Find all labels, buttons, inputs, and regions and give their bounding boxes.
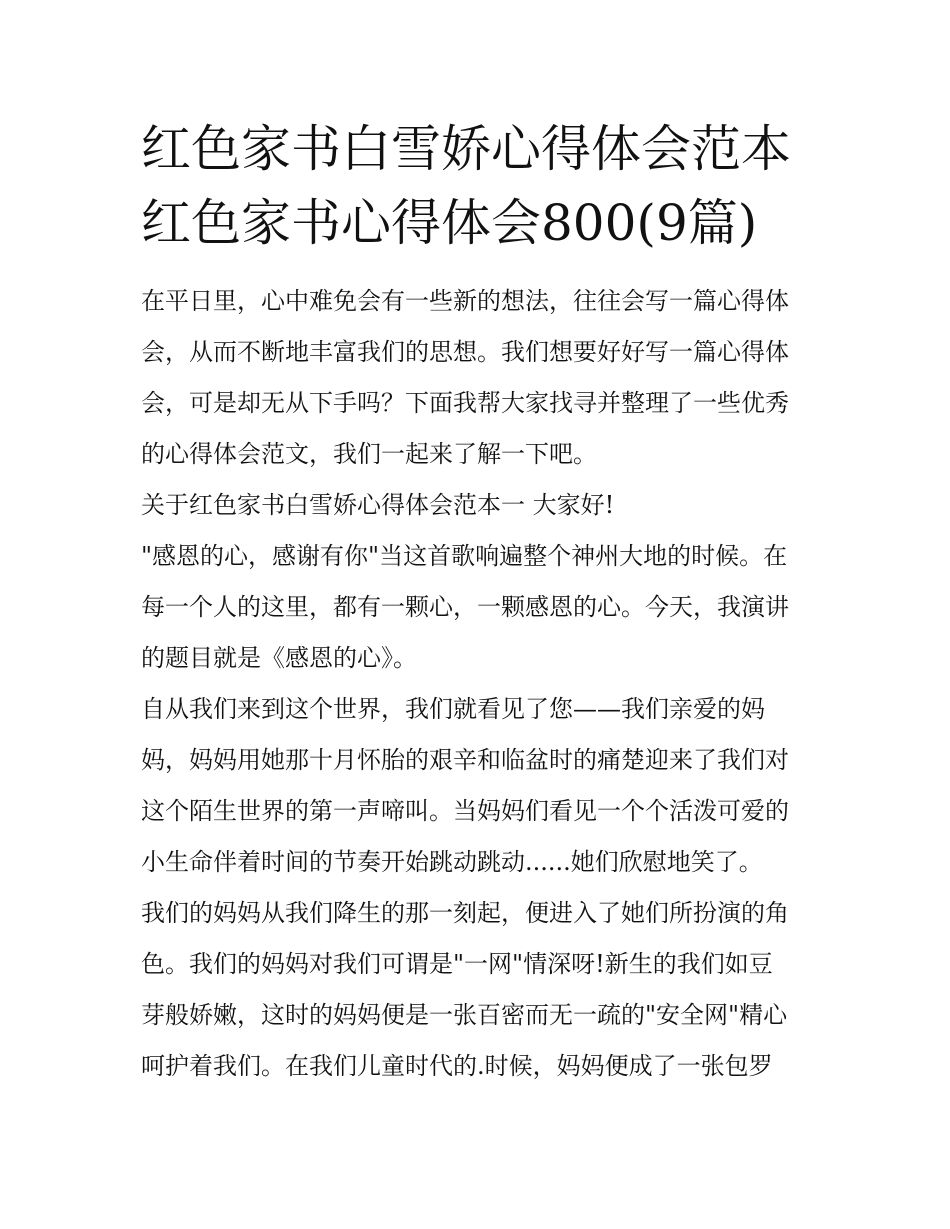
body-line: 的心得体会范文，我们一起来了解一下吧。 <box>141 440 597 468</box>
document-body <box>141 276 821 1092</box>
body-line: 色。我们的妈妈对我们可谓是"一网"情深呀!新生的我们如豆 <box>141 950 773 978</box>
title-line-2: 红色家书心得体会800(9篇) <box>141 194 758 252</box>
body-line: 小生命伴着时间的节奏开始跳动跳动......她们欣慰地笑了。 <box>141 848 763 876</box>
body-line: 我们的妈妈从我们降生的那一刻起，便进入了她们所扮演的角 <box>141 899 789 927</box>
body-line: 每一个人的这里，都有一颗心，一颗感恩的心。今天，我演讲 <box>141 593 789 621</box>
body-line: 呵护着我们。在我们儿童时代的.时候，妈妈便成了一张包罗 <box>141 1052 773 1080</box>
body-line: "感恩的心，感谢有你"当这首歌响遍整个神州大地的时候。在 <box>141 542 788 570</box>
body-line: 妈，妈妈用她那十月怀胎的艰辛和临盆时的痛楚迎来了我们对 <box>141 746 789 774</box>
document-title <box>141 112 821 260</box>
title-line-1: 红色家书白雪娇心得体会范本 <box>141 120 791 178</box>
body-line: 的题目就是《感恩的心》。 <box>141 644 417 672</box>
body-line: 这个陌生世界的第一声啼叫。当妈妈们看见一个个活泼可爱的 <box>141 797 789 825</box>
body-line: 自从我们来到这个世界，我们就看见了您——我们亲爱的妈 <box>141 695 765 723</box>
body-line: 会，从而不断地丰富我们的思想。我们想要好好写一篇心得体 <box>141 338 789 366</box>
body-line: 芽般娇嫩，这时的妈妈便是一张百密而无一疏的"安全网"精心 <box>141 1001 788 1029</box>
body-line: 会，可是却无从下手吗？下面我帮大家找寻并整理了一些优秀 <box>141 389 789 417</box>
section-heading-line: 关于红色家书白雪娇心得体会范本一 大家好! <box>141 491 615 519</box>
body-line: 在平日里，心中难免会有一些新的想法，往往会写一篇心得体 <box>141 287 789 315</box>
